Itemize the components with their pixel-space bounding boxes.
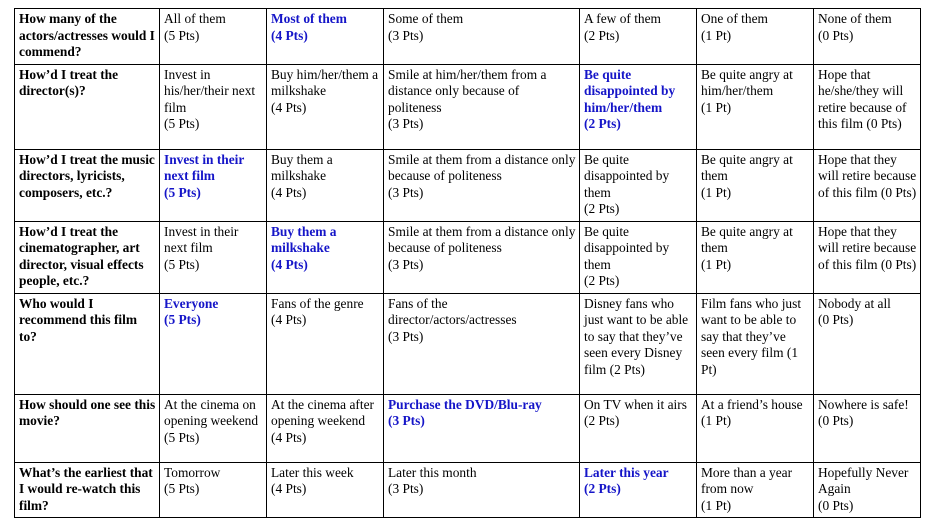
option-2-pts-selected: Be quite disappointed by him/her/them (2 Pts): [580, 64, 697, 149]
option-4-pts: Later this week (4 Pts): [267, 462, 384, 518]
option-5-pts-selected: Everyone (5 Pts): [160, 293, 267, 394]
option-3-pts: Smile at them from a distance only because of politeness (3 Pts): [384, 221, 580, 293]
option-2-pts: Disney fans who just want to be able to say that they’ve seen every Disney film (2 Pts): [580, 293, 697, 394]
movie-rating-table: [14, 8, 921, 518]
option-0-pts: Nowhere is safe! (0 Pts): [814, 394, 921, 462]
option-2-pts: A few of them (2 Pts): [580, 9, 697, 65]
option-4-pts: Buy them a milkshake (4 Pts): [267, 149, 384, 221]
option-0-pts: None of them (0 Pts): [814, 9, 921, 65]
option-5-pts: At the cinema on opening weekend (5 Pts): [160, 394, 267, 462]
option-0-pts: Hope that he/she/they will retire because of this film (0 Pts): [814, 64, 921, 149]
row-question: How’d I treat the director(s)?: [15, 64, 160, 149]
option-4-pts-selected: Most of them (4 Pts): [267, 9, 384, 65]
option-3-pts: Later this month (3 Pts): [384, 462, 580, 518]
option-3-pts: Smile at him/her/them from a distance only because of politeness (3 Pts): [384, 64, 580, 149]
option-4-pts: Fans of the genre (4 Pts): [267, 293, 384, 394]
row-question: How many of the actors/actresses would I commend?: [15, 9, 160, 65]
option-1-pt: One of them (1 Pt): [697, 9, 814, 65]
table-row: [15, 9, 921, 65]
option-0-pts: Nobody at all (0 Pts): [814, 293, 921, 394]
table-row: [15, 394, 921, 462]
option-5-pts: Tomorrow (5 Pts): [160, 462, 267, 518]
option-4-pts: At the cinema after opening weekend (4 Pts): [267, 394, 384, 462]
option-1-pt: Be quite angry at them (1 Pt): [697, 149, 814, 221]
option-3-pts: Fans of the director/actors/actresses (3 Pts): [384, 293, 580, 394]
option-0-pts: Hope that they will retire because of this film (0 Pts): [814, 221, 921, 293]
option-2-pts: Be quite disappointed by them (2 Pts): [580, 149, 697, 221]
table-row: [15, 293, 921, 394]
option-5-pts: Invest in their next film (5 Pts): [160, 221, 267, 293]
table-row: [15, 149, 921, 221]
option-5-pts-selected: Invest in their next film (5 Pts): [160, 149, 267, 221]
option-2-pts: On TV when it airs (2 Pts): [580, 394, 697, 462]
option-5-pts: Invest in his/her/their next film (5 Pts): [160, 64, 267, 149]
option-1-pt: At a friend’s house (1 Pt): [697, 394, 814, 462]
option-0-pts: Hopefully Never Again (0 Pts): [814, 462, 921, 518]
rating-table-container: [14, 8, 921, 518]
option-2-pts-selected: Later this year (2 Pts): [580, 462, 697, 518]
option-2-pts: Be quite disappointed by them (2 Pts): [580, 221, 697, 293]
option-1-pt: Film fans who just want to be able to say that they’ve seen every film (1 Pt): [697, 293, 814, 394]
table-row: [15, 462, 921, 518]
option-4-pts: Buy him/her/them a milkshake (4 Pts): [267, 64, 384, 149]
row-question: Who would I recommend this film to?: [15, 293, 160, 394]
row-question: How should one see this movie?: [15, 394, 160, 462]
row-question: How’d I treat the cinematographer, art director, visual effects people, etc.?: [15, 221, 160, 293]
option-1-pt: More than a year from now (1 Pt): [697, 462, 814, 518]
table-row: [15, 64, 921, 149]
option-3-pts: Some of them (3 Pts): [384, 9, 580, 65]
option-3-pts-selected: Purchase the DVD/Blu-ray (3 Pts): [384, 394, 580, 462]
option-1-pt: Be quite angry at him/her/them (1 Pt): [697, 64, 814, 149]
option-0-pts: Hope that they will retire because of this film (0 Pts): [814, 149, 921, 221]
option-5-pts: All of them (5 Pts): [160, 9, 267, 65]
row-question: How’d I treat the music directors, lyricists, composers, etc.?: [15, 149, 160, 221]
option-1-pt: Be quite angry at them (1 Pt): [697, 221, 814, 293]
option-3-pts: Smile at them from a distance only because of politeness (3 Pts): [384, 149, 580, 221]
row-question: What’s the earliest that I would re-watch this film?: [15, 462, 160, 518]
table-row: [15, 221, 921, 293]
option-4-pts-selected: Buy them a milkshake (4 Pts): [267, 221, 384, 293]
